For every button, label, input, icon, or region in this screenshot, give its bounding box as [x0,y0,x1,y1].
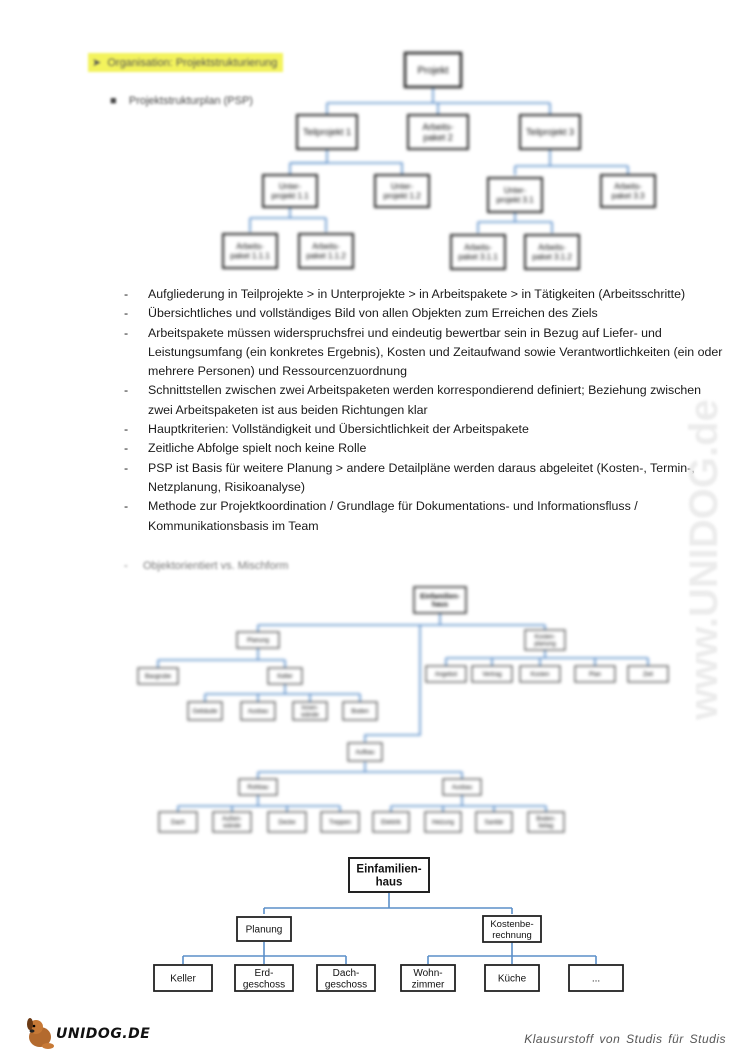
mixed-node-box [343,702,377,720]
object-leaf-box-label: Dach-geschoss [324,967,368,991]
psp-level2-box [488,178,542,212]
psp-level3-box [223,234,277,268]
psp-level3-box [299,234,353,268]
bullet-item: - Zeitliche Abfolge spielt noch keine Rolle [124,439,724,458]
mixed-leaf-box [425,812,461,832]
object-branch-box-label: Planung [245,924,283,936]
connector-line [290,163,402,175]
bullet-item: - Aufgliederung in Teilprojekte > in Unterprojekte > in Arbeitspakete > in Tätigkeiten (Arbeitsschritte) [124,285,724,304]
psp-level1-box-label: Arbeits-paket 2 [422,121,454,143]
mixed-leaf-box-label: Außen-wände [222,816,242,830]
mixed-node-box-label: Vertrag [482,672,502,679]
mixed-node-box-label: Aufbau [355,750,375,757]
mixed-branch-box-label: Planung [246,638,270,645]
psp-level2-box-label: Unter-projekt 3.1 [496,186,534,205]
mixed-leaf-box-label: Elektrik [381,820,401,827]
mixed-leaf-box-label: Decke [278,820,296,827]
mixed-leaf-box-label: Dach [170,820,186,827]
object-root-box [349,858,429,892]
mixed-leaf-box [159,812,197,832]
mixed-node-box-label: Boden [351,709,369,716]
mixed-node-box-label: Angebot [434,672,458,679]
object-branch-box [483,916,541,942]
mixed-node-box [348,743,382,761]
mixed-node-box-label: Rohbau [247,785,269,792]
mixed-leaf-box [373,812,409,832]
bullet-item: - Übersichtliches und vollständiges Bild von allen Objekten zum Erreichen des Ziels [124,304,724,323]
mixed-node-box-label: Keller [277,674,293,681]
psp-root-box [405,53,461,87]
object-leaf-box-label: Küche [497,973,527,985]
psp-level3-box-label: Arbeits-paket 3.1.1 [458,243,498,262]
bullet-item: - PSP ist Basis für weitere Planung > andere Detailpläne werden daraus abgeleitet (Kosten-, Termin-, Netzplanung, Risikoanalyse) [124,459,724,498]
mixed-node-box [138,668,178,684]
psp-level2-box-label: Arbeits-paket 3.3 [611,182,645,201]
psp-level1-box-label: Teilprojekt 3 [525,127,575,138]
mixed-root-box-label: Einfamilien-haus [420,593,460,609]
bullet-item: - Arbeitspakete müssen widerspruchsfrei und eindeutig bewertbar sein in Bezug auf Liefer- und Leistungsumfang (ein konkretes Ergebnis), Kosten und Zeitaufwand sowie Verantwortlichkeiten (ein oder mehrere Personen) und Ressourcenzuordnung [124,324,724,382]
psp-level2-box [375,175,429,207]
object-root-box-label: Einfamilien-haus [356,863,422,889]
watermark [675,300,735,730]
psp-tree-diagram [0,0,750,280]
mixed-leaf-box-label: Treppen [328,820,352,827]
mixed-node-box [628,666,668,682]
psp-level3-box-label: Arbeits-paket 3.1.2 [532,243,572,262]
mixed-leaf-box-label: Sanitär [484,820,504,827]
psp-level2-box-label: Unter-projekt 1.1 [271,182,309,201]
mixed-leaf-box-label: Boden-belag [536,816,556,830]
mixed-node-box [239,779,277,795]
mixed-branch-box [237,632,279,648]
psp-root-box-label: Projekt [417,65,449,77]
object-branch-box-label: Kostenbe-rechnung [490,918,534,941]
psp-level3-box-label: Arbeits-paket 1.1.2 [306,242,346,261]
mixed-node-box [188,702,222,720]
bullet-list-container [124,285,724,533]
object-leaf-box-label: Keller [170,973,196,985]
psp-level1-box-label: Teilprojekt 1 [302,127,352,138]
object-branch-box [237,917,291,941]
mixed-branch-box [525,630,565,650]
object-leaf-box-label: Wohn-zimmer [411,967,445,991]
mixed-node-box-label: Baugrube [144,674,172,681]
mixed-node-box-label: Ausbau [451,785,473,792]
mixed-node-box [293,702,327,720]
mixed-branch-box-label: Kosten-planung [534,634,556,648]
mixed-leaf-box [528,812,564,832]
mixed-leaf-box-label: Heizung [431,820,455,827]
psp-level3-box [451,235,505,269]
psp-level1-box [408,115,468,149]
svg-text:www.UNIDOG.de: www.UNIDOG.de [682,399,726,720]
mixed-node-box [575,666,615,682]
mixed-root-box [414,587,466,613]
mixed-node-box-label: Gebäude [192,709,218,716]
mixed-node-box [268,668,302,684]
footer-tagline: Klausurstoff von Studis für Studis [524,1032,726,1046]
mixed-tree-diagram [0,570,750,840]
psp-level1-box [520,115,580,149]
object-leaf-box [401,965,455,991]
mixed-node-box [472,666,512,682]
mixed-node-box-label: Ausbau [247,709,269,716]
object-leaf-box-label: Erd-geschoss [242,967,286,991]
mixed-leaf-box [476,812,512,832]
mixed-node-box-label: Zeit [642,672,654,679]
psp-level1-box [297,115,357,149]
connector-line [365,625,420,742]
mixed-leaf-box [213,812,251,832]
psp-level3-box [525,235,579,269]
mixed-node-box-label: Plan [588,672,602,679]
object-leaf-box [569,965,623,991]
object-leaf-box-label: ... [591,973,601,985]
psp-subheading-text: Projektstrukturplan (PSP) [128,95,253,107]
mixed-node-box-label: Kosten [530,672,550,679]
object-leaf-box [485,965,539,991]
mixed-node-box [241,702,275,720]
mixed-node-box [426,666,466,682]
mixed-node-box-label: Innen-wände [301,705,319,719]
mixed-node-box [443,779,481,795]
mixed-node-box [520,666,560,682]
arrow-bullet-icon: ➤ [92,57,108,69]
object-leaf-box [235,965,293,991]
mixed-subheading-text: Objektorientiert vs. Mischform [142,560,289,572]
bullet-item: - Schnittstellen zwischen zwei Arbeitspaketen werden korrespondierend definiert; Beziehung zwischen zwei Arbeitspaketen ist aus beiden Richtungen klar [124,381,724,420]
bullet-item: - Hauptkriterien: Vollständigkeit und Übersichtlichkeit der Arbeitspakete [124,420,724,439]
footer-logo-text: UNIDOG.DE [56,1026,151,1042]
bullet-item: - Methode zur Projektkoordination / Grundlage für Dokumentations- und Informationsfluss / Kommunikationsbasis im Team [124,497,724,533]
psp-level2-box [263,175,317,207]
psp-level3-box-label: Arbeits-paket 1.1.1 [230,242,270,261]
bullet-list [124,285,724,533]
mixed-leaf-box [268,812,306,832]
object-tree-diagram [0,850,750,1000]
section-heading-text: Organisation: Projektstrukturierung [107,57,278,69]
object-leaf-box [154,965,212,991]
object-leaf-box [317,965,375,991]
mixed-leaf-box [321,812,359,832]
mixed-subheading: - Objektorientiert vs. Mischform [124,560,289,572]
bullet-dot-icon: ■ [110,95,129,107]
psp-level2-box [601,175,655,207]
psp-level2-box-label: Unter-projekt 1.2 [383,182,421,201]
